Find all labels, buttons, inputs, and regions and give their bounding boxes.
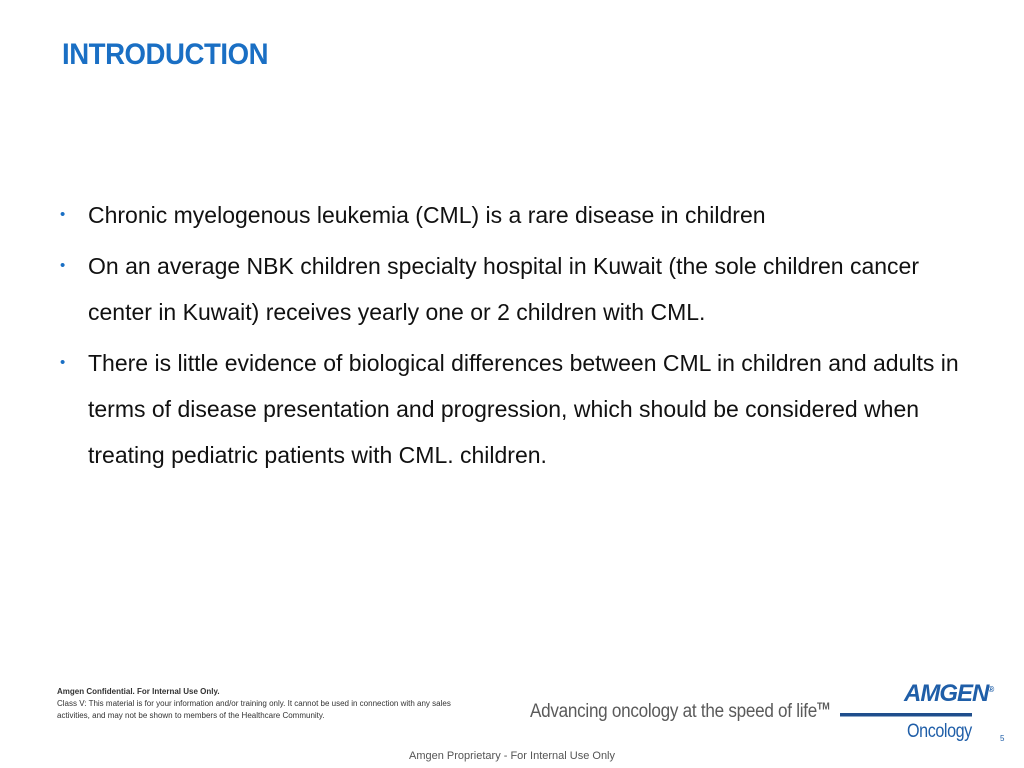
proprietary-footer: Amgen Proprietary - For Internal Use Only (408, 750, 616, 762)
logo-brand: AMGEN (904, 680, 989, 707)
bullet-text: On an average NBK children specialty hospital in Kuwait (the sole children cancer center in Kuwait) receives yearly one or 2 children with CML. (88, 253, 919, 325)
bullet-item (60, 192, 960, 238)
confidential-body: Class V: This material is for your information and/or training only. It cannot be used in connection with any sales activities, and may not be shown to members of the Healthcare Community. (57, 699, 451, 720)
bullet-list (60, 192, 960, 483)
logo-division: Oncology (907, 721, 972, 742)
trademark-mark: TM (817, 701, 830, 713)
page-number: 5 (1000, 734, 1005, 743)
bullet-text: Chronic myelogenous leukemia (CML) is a rare disease in children (88, 202, 766, 228)
confidentiality-notice (57, 686, 477, 722)
bullet-item (60, 243, 960, 335)
tagline (530, 701, 829, 723)
bullet-item (60, 340, 960, 478)
slide-title: INTRODUCTION (62, 38, 269, 71)
bullet-dot-icon: • (60, 206, 66, 223)
registered-mark: ® (988, 685, 994, 694)
bullet-dot-icon: • (60, 257, 66, 274)
confidential-heading: Amgen Confidential. For Internal Use Only. (57, 687, 220, 696)
bullet-dot-icon: • (60, 354, 66, 371)
logo-divider (840, 713, 972, 717)
amgen-logo (904, 680, 993, 708)
tagline-text: Advancing oncology at the speed of life (530, 701, 818, 722)
bullet-text: There is little evidence of biological differences between CML in children and adults in terms of disease presentation and progression, which should be considered when treating pediatric patients with CML. children. (88, 350, 959, 468)
